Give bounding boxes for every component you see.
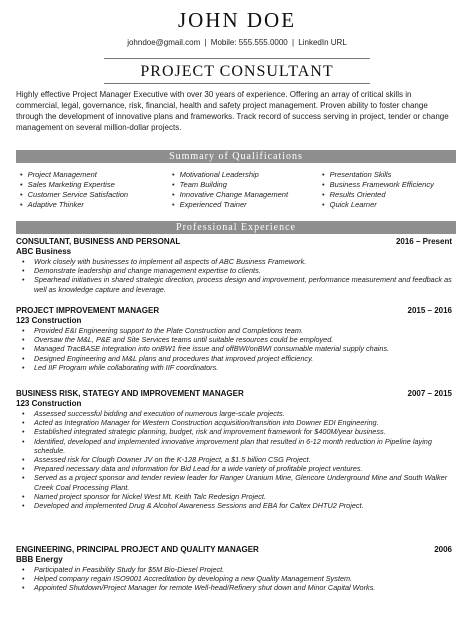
qualification-item <box>172 200 288 210</box>
qualifications-column <box>322 170 434 210</box>
job-bullet: • Helped company regain ISO9001 Accreditation by developing a new Quality Management System. <box>16 574 456 583</box>
bullet-icon: • <box>172 180 175 189</box>
job-bullet: • Provided E&I Engineering support to the Plate Construction and Completions team. <box>16 326 456 335</box>
job-bullet: • Named project sponsor for Nickel West Mt. Keith Talc Redesign Project. <box>16 492 456 501</box>
qualification-label: Motivational Leadership <box>179 170 259 179</box>
job-bullets <box>16 326 456 372</box>
qualifications-heading: Summary of Qualifications <box>16 150 456 163</box>
job-bullet: • Identified, developed and implemented innovative improvement plan that resulted in 6-12 month reduction in Pipeline laying schedule. <box>16 437 456 455</box>
qualifications-column <box>20 170 128 210</box>
contact-linkedin: LinkedIn URL <box>298 38 347 47</box>
contact-email: johndoe@gmail.com <box>127 38 201 47</box>
job-header <box>16 237 456 247</box>
title-rule-top <box>104 58 370 59</box>
candidate-name: JOHN DOE <box>177 8 297 32</box>
job-bullet: • Prepared necessary data and information for Bid Lead for a wide variety of profitable project ventures. <box>16 464 456 473</box>
job-bullet: • Oversaw the M&L, P&E and Site Services teams until suitable resources could be employed. <box>16 335 456 344</box>
bullet-icon: • <box>322 170 325 179</box>
qualification-label: Quick Learner <box>329 200 377 209</box>
job-entry <box>16 306 456 372</box>
job-bullet: • Assessed successful bidding and execution of numerous large-scale projects. <box>16 409 456 418</box>
qualification-label: Project Management <box>27 170 97 179</box>
job-bullets <box>16 565 456 593</box>
job-title: ENGINEERING, PRINCIPAL PROJECT AND QUALITY MANAGER <box>16 545 259 554</box>
job-header <box>16 306 456 316</box>
job-dates: 2015 – 2016 <box>407 306 452 315</box>
job-bullet: • Served as a project sponsor and tender review leader for Ranger Uranium Mine, Glencore Underground Mine and South Walker Creek Coal Processing Plant. <box>16 473 456 491</box>
job-dates: 2006 <box>434 545 452 554</box>
job-bullet: • Acted as Integration Manager for Western Construction acquisition/transition into Downer EDI Engineering. <box>16 418 456 427</box>
job-bullet: • Participated in Feasibility Study for $5M Bio-Diesel Project. <box>16 565 456 574</box>
qualification-item <box>20 170 128 180</box>
qualification-label: Team Building <box>179 180 227 189</box>
job-bullets <box>16 409 456 510</box>
bullet-icon: • <box>20 200 23 209</box>
qualification-label: Results Oriented <box>329 190 386 199</box>
qualification-item <box>322 190 434 200</box>
job-company: ABC Business <box>16 247 72 256</box>
qualification-item <box>20 180 128 190</box>
job-entry <box>16 389 456 510</box>
contact-separator: | <box>291 38 295 47</box>
job-bullet: • Managed TracBASE integration into onBW1 free issue and offBWI/onBWI consumable material supply chains. <box>16 344 456 353</box>
qualification-item <box>172 170 288 180</box>
qualification-label: Presentation Skills <box>329 170 392 179</box>
job-bullet: • Assessed risk for Clough Downer JV on the K-128 Project, a $1.5 billion CSG Project. <box>16 455 456 464</box>
contact-mobile: Mobile: 555.555.0000 <box>210 38 288 47</box>
qualification-label: Experienced Trainer <box>179 200 247 209</box>
bullet-icon: • <box>322 180 325 189</box>
job-bullet: • Spearhead initiatives in shared strategic direction, process design and improvement, performance measurement and feedback as well as knowledge capture and leverage. <box>16 275 456 293</box>
qualification-item <box>20 200 128 210</box>
job-title: CONSULTANT, BUSINESS AND PERSONAL <box>16 237 181 246</box>
job-title: PROJECT IMPROVEMENT MANAGER <box>16 306 160 315</box>
qualification-label: Sales Marketing Expertise <box>27 180 115 189</box>
contact-separator: | <box>204 38 207 47</box>
qualification-label: Adaptive Thinker <box>27 200 84 209</box>
bullet-icon: • <box>20 190 23 199</box>
job-bullet: • Work closely with businesses to implement all aspects of ABC Business Framework. <box>16 257 456 266</box>
bullet-icon: • <box>322 200 325 209</box>
job-company: 123 Construction <box>16 316 82 325</box>
qualification-item <box>20 190 128 200</box>
bullet-icon: • <box>322 190 325 199</box>
job-bullets <box>16 257 456 294</box>
job-entry <box>16 545 456 593</box>
title-rule-bottom <box>104 83 370 84</box>
job-bullet: • Demonstrate leadership and change management expertise to clients. <box>16 266 456 275</box>
job-dates: 2016 – Present <box>395 237 452 246</box>
job-bullet: • Designed Engineering and M&L plans and procedures that improved project efficiency. <box>16 354 456 363</box>
bullet-icon: • <box>172 200 175 209</box>
job-bullet: • Appointed Shutdown/Project Manager for remote Well-head/Refinery shut down and Minor Capital Works. <box>16 583 456 592</box>
qualifications-column <box>172 170 288 210</box>
contact-line <box>0 38 474 47</box>
bullet-icon: • <box>20 180 23 189</box>
bullet-icon: • <box>172 190 175 199</box>
qualification-item <box>322 180 434 190</box>
job-dates: 2007 – 2015 <box>407 389 452 398</box>
profile-summary: Highly effective Project Manager Executive with over 30 years of experience. Offering an array of critical skills in commercial, legal, governance, risk, financial, health and safety project management. Proven ability to foster change through the development of innovative plans and frameworks. Track record of success serving in project, tender or change management on several million-dollar projects. <box>16 90 449 132</box>
job-bullet: • Established integrated strategic planning, budget, risk and improvement framework for $400M/year business. <box>16 427 456 436</box>
job-header <box>16 545 456 555</box>
bullet-icon: • <box>20 170 23 179</box>
job-header <box>16 389 456 399</box>
job-company: BBB Energy <box>16 555 63 564</box>
job-entry <box>16 237 456 294</box>
job-title: BUSINESS RISK, STATEGY AND IMPROVEMENT MANAGER <box>16 389 244 398</box>
qualification-item <box>172 190 288 200</box>
qualification-label: Business Framework Efficiency <box>329 180 434 189</box>
resume-title: PROJECT CONSULTANT <box>140 63 334 80</box>
qualification-item <box>322 200 434 210</box>
qualification-label: Innovative Change Management <box>179 190 289 199</box>
job-bullet: • Developed and implemented Drug & Alcohol Awareness Sessions and EBA for Caltex DHTU2 Project. <box>16 501 456 510</box>
qualification-item <box>322 170 434 180</box>
job-bullet: • Led IIF Program while collaborating with IIF coordinators. <box>16 363 456 372</box>
qualification-label: Customer Service Satisfaction <box>27 190 129 199</box>
experience-heading: Professional Experience <box>16 221 456 234</box>
bullet-icon: • <box>172 170 175 179</box>
qualification-item <box>172 180 288 190</box>
job-company: 123 Construction <box>16 399 82 408</box>
